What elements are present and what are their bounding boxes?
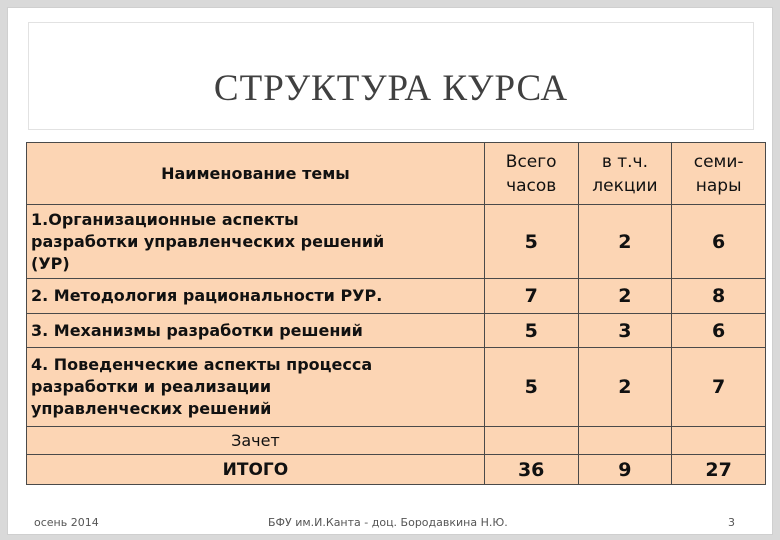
topic-line: 1.Организационные аспекты [31, 209, 299, 229]
header-total-line2: часов [506, 175, 557, 196]
header-total-hours [484, 143, 578, 205]
topic-line: разработки и реализации [31, 377, 272, 396]
footer-page-number: 3 [728, 516, 735, 529]
seminars-cell: 6 [672, 205, 766, 279]
table-row [27, 314, 766, 348]
seminars-sum: 27 [672, 455, 766, 485]
total-row [27, 455, 766, 485]
header-topic-name: Наименование темы [27, 143, 485, 205]
total-label: ИТОГО [27, 455, 485, 485]
zachet-label: Зачет [27, 427, 485, 455]
header-lectures-line1: в т.ч. [601, 151, 648, 172]
total-hours-cell: 5 [484, 348, 578, 427]
header-total-line1: Всего [505, 151, 557, 172]
topic-line: управленческих решений [31, 399, 272, 418]
lectures-cell: 2 [578, 348, 672, 427]
header-seminars-line1: семи- [693, 151, 744, 172]
topic-line: 3. Механизмы разработки решений [31, 320, 363, 340]
table-row [27, 205, 766, 279]
topic-name [27, 279, 485, 314]
footer-author: БФУ им.И.Канта - доц. Бородавкина Н.Ю. [268, 516, 508, 529]
zachet-row [27, 427, 766, 455]
topic-name [27, 314, 485, 348]
topic-line: (УР) [31, 253, 70, 273]
header-seminars [672, 143, 766, 205]
total-hours-sum: 36 [484, 455, 578, 485]
zachet-total-cell [484, 427, 578, 455]
zachet-seminars-cell [672, 427, 766, 455]
course-structure-table [26, 142, 766, 485]
lectures-cell: 2 [578, 279, 672, 314]
total-hours-cell: 5 [484, 205, 578, 279]
seminars-cell: 6 [672, 314, 766, 348]
lectures-cell: 3 [578, 314, 672, 348]
topic-line: 4. Поведенческие аспекты процесса [31, 355, 373, 374]
header-row [27, 143, 766, 205]
total-hours-cell: 7 [484, 279, 578, 314]
lectures-sum: 9 [578, 455, 672, 485]
topic-line: 2. Методология рациональности РУР. [31, 286, 383, 305]
table-row [27, 348, 766, 427]
seminars-cell: 8 [672, 279, 766, 314]
seminars-cell: 7 [672, 348, 766, 427]
slide-title: СТРУКТУРА КУРСА [213, 68, 569, 109]
footer-date: осень 2014 [34, 516, 99, 529]
header-seminars-line2: нары [695, 175, 742, 196]
topic-line: разработки управленческих решений [31, 231, 385, 251]
topic-name [27, 205, 485, 279]
header-lectures-line2: лекции [592, 175, 658, 196]
header-lectures [578, 143, 672, 205]
lectures-cell: 2 [578, 205, 672, 279]
zachet-lectures-cell [578, 427, 672, 455]
topic-name [27, 348, 485, 427]
total-hours-cell: 5 [484, 314, 578, 348]
title-box [28, 22, 754, 130]
table-row [27, 279, 766, 314]
slide [8, 8, 772, 534]
